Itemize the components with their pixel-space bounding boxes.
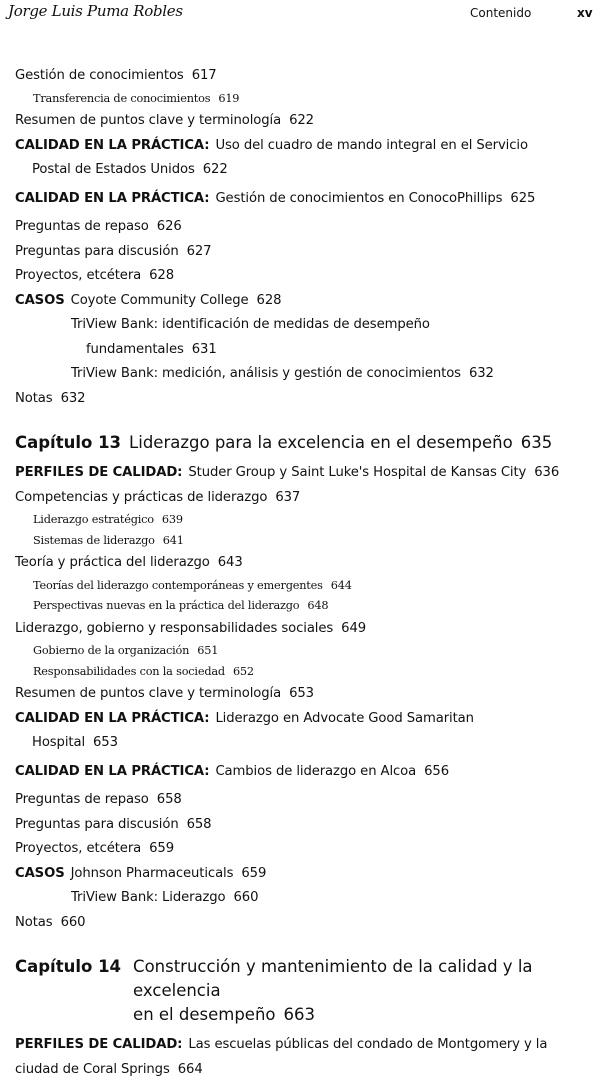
chapter-heading: Capítulo 13 Liderazgo para la excelencia en el desempeño 635 bbox=[15, 431, 595, 455]
toc-case-item: TriView Bank: identificación de medidas de desempeño bbox=[15, 313, 595, 338]
page-number: xv bbox=[577, 6, 593, 20]
toc-entry: Preguntas de repaso 626 bbox=[15, 215, 595, 240]
toc-subentry: Gobierno de la organización 651 bbox=[15, 641, 595, 662]
toc-entry: Notas 660 bbox=[15, 911, 595, 936]
toc-subentry: Liderazgo estratégico 639 bbox=[15, 510, 595, 531]
toc-entry: Competencias y prácticas de liderazgo 637 bbox=[15, 486, 595, 511]
toc-feature-entry: CALIDAD EN LA PRÁCTICA: Liderazgo en Advocate Good Samaritan bbox=[15, 707, 595, 732]
toc-feature-continuation: Postal de Estados Unidos 622 bbox=[15, 158, 595, 183]
toc-case-continuation: fundamentales 631 bbox=[15, 338, 595, 363]
toc-entry: Liderazgo, gobierno y responsabilidades sociales 649 bbox=[15, 617, 595, 642]
toc-entry: Preguntas para discusión 658 bbox=[15, 813, 595, 838]
chapter-title-line: Construcción y mantenimiento de la calidad y la excelencia bbox=[133, 955, 593, 1003]
toc-feature-entry: CALIDAD EN LA PRÁCTICA: Cambios de liderazgo en Alcoa 656 bbox=[15, 760, 595, 785]
toc-subentry: Sistemas de liderazgo 641 bbox=[15, 531, 595, 552]
toc-cases-entry: CASOS Johnson Pharmaceuticals 659 bbox=[15, 862, 595, 887]
toc-entry: Preguntas para discusión 627 bbox=[15, 240, 595, 265]
toc-subentry: Transferencia de conocimientos 619 bbox=[15, 89, 595, 110]
toc-subentry: Perspectivas nuevas en la práctica del liderazgo 648 bbox=[15, 596, 595, 617]
toc-case-item: TriView Bank: medición, análisis y gestión de conocimientos 632 bbox=[15, 362, 595, 387]
toc-feature-entry: PERFILES DE CALIDAD: Studer Group y Saint Luke's Hospital de Kansas City 636 bbox=[15, 461, 595, 486]
toc-entry: Proyectos, etcétera 628 bbox=[15, 264, 595, 289]
toc-entry: Proyectos, etcétera 659 bbox=[15, 837, 595, 862]
toc-subentry: Teorías del liderazgo contemporáneas y emergentes 644 bbox=[15, 576, 595, 597]
toc-cases-entry: CASOS Coyote Community College 628 bbox=[15, 289, 595, 314]
toc-entry: Notas 632 bbox=[15, 387, 595, 412]
running-head-section: Contenido bbox=[470, 6, 531, 20]
table-of-contents bbox=[15, 64, 595, 1082]
toc-subentry: Responsabilidades con la sociedad 652 bbox=[15, 662, 595, 683]
toc-feature-entry: CALIDAD EN LA PRÁCTICA: Uso del cuadro de mando integral en el Servicio bbox=[15, 134, 595, 159]
toc-feature-entry: PERFILES DE CALIDAD: Las escuelas públicas del condado de Montgomery y la bbox=[15, 1033, 595, 1058]
running-head-author: Jorge Luis Puma Robles bbox=[8, 2, 183, 20]
toc-entry: Resumen de puntos clave y terminología 653 bbox=[15, 682, 595, 707]
toc-entry: Teoría y práctica del liderazgo 643 bbox=[15, 551, 595, 576]
toc-entry: Preguntas de repaso 658 bbox=[15, 788, 595, 813]
toc-entry: Resumen de puntos clave y terminología 622 bbox=[15, 109, 595, 134]
toc-case-item: TriView Bank: Liderazgo 660 bbox=[15, 886, 595, 911]
chapter-title-line: en el desempeño 663 bbox=[133, 1003, 593, 1027]
toc-feature-continuation: ciudad de Coral Springs 664 bbox=[15, 1058, 595, 1082]
toc-feature-continuation: Hospital 653 bbox=[15, 731, 595, 756]
toc-feature-entry: CALIDAD EN LA PRÁCTICA: Gestión de conocimientos en ConocoPhillips 625 bbox=[15, 187, 595, 212]
chapter-heading: Capítulo 14 Construcción y mantenimiento de la calidad y la excelencia en el desempeño 663 bbox=[15, 955, 595, 1027]
toc-entry: Gestión de conocimientos 617 bbox=[15, 64, 595, 89]
